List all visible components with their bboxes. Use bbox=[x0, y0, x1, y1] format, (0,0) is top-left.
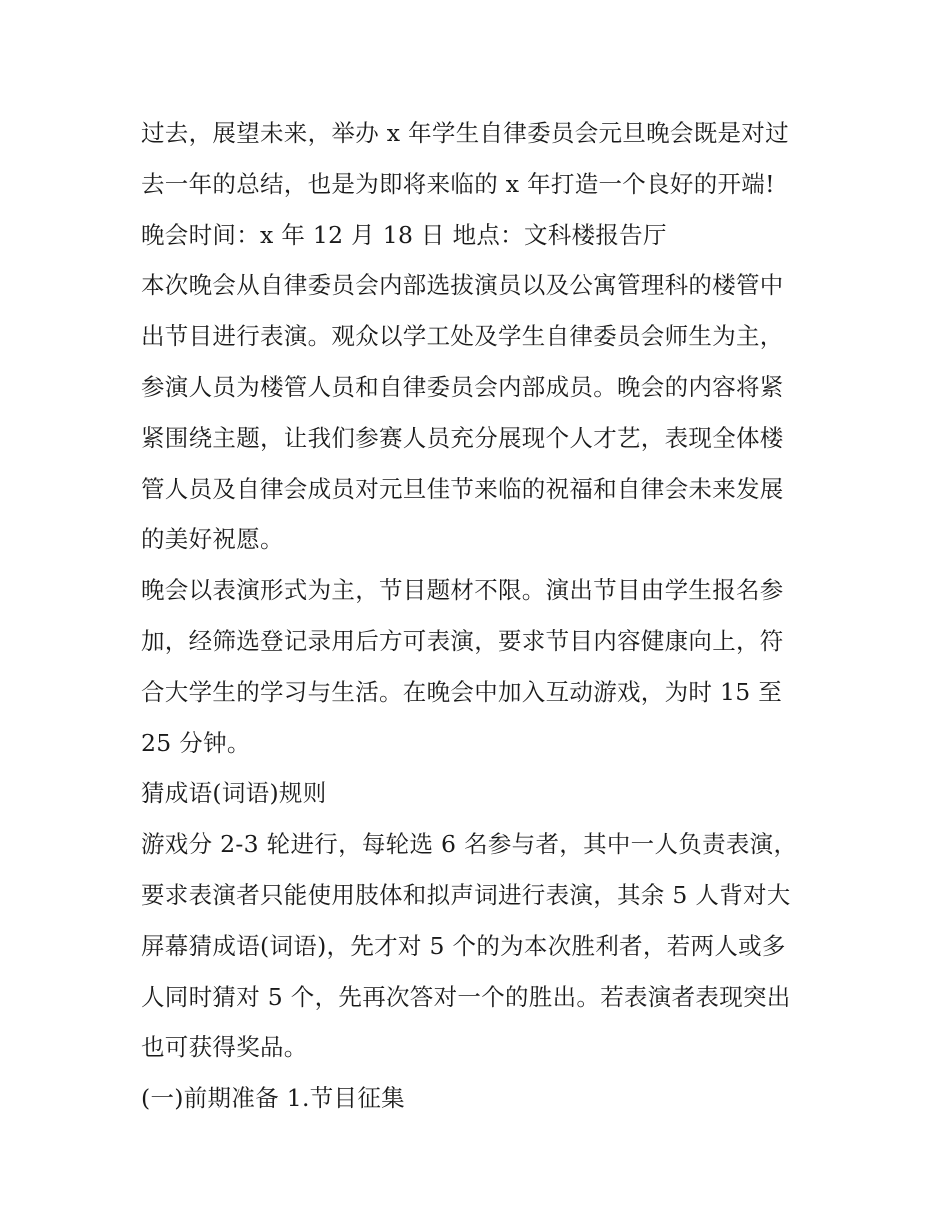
text-line: 人同时猜对 5 个，先再次答对一个的胜出。若表演者表现突出 bbox=[141, 982, 791, 1011]
paragraph-intro bbox=[141, 108, 816, 210]
paragraph-time-location bbox=[141, 210, 816, 261]
text-line: 要求表演者只能使用肢体和拟声词进行表演，其余 5 人背对大 bbox=[141, 880, 791, 909]
text-line: 紧围绕主题，让我们参赛人员充分展现个人才艺，表现全体楼 bbox=[141, 423, 784, 452]
text-line: 猜成语(词语)规则 bbox=[141, 779, 327, 808]
text-line: 也可获得奖品。 bbox=[141, 1033, 308, 1062]
text-line: 过去，展望未来，举办 x 年学生自律委员会元旦晚会既是对过 bbox=[141, 119, 789, 147]
section-heading-game-rules bbox=[141, 768, 816, 819]
text-line: 晚会以表演形式为主，节目题材不限。演出节目由学生报名参 bbox=[141, 576, 784, 605]
text-line: 的美好祝愿。 bbox=[141, 525, 284, 554]
text-line: 参演人员为楼管人员和自律委员会内部成员。晚会的内容将紧 bbox=[141, 372, 784, 401]
paragraph-game-rules bbox=[141, 819, 816, 1073]
text-line: 去一年的总结，也是为即将来临的 x 年打造一个良好的开端! bbox=[141, 169, 775, 198]
text-line: 本次晚会从自律委员会内部选拔演员以及公寓管理科的楼管中 bbox=[141, 271, 784, 300]
paragraph-format bbox=[141, 565, 816, 768]
text-line: 加，经筛选登记录用后方可表演，要求节目内容健康向上，符 bbox=[141, 626, 784, 655]
document-body bbox=[141, 108, 816, 1124]
text-line: (一)前期准备 1.节目征集 bbox=[141, 1084, 405, 1113]
section-heading-preparation bbox=[141, 1073, 816, 1124]
text-line: 晚会时间：x 年 12 月 18 日 地点：文科楼报告厅 bbox=[141, 220, 667, 249]
text-line: 屏幕猜成语(词语)，先才对 5 个的为本次胜利者，若两人或多 bbox=[141, 931, 786, 960]
paragraph-performers bbox=[141, 260, 816, 565]
text-line: 管人员及自律会成员对元旦佳节来临的祝福和自律会未来发展 bbox=[141, 474, 784, 503]
text-line: 25 分钟。 bbox=[141, 728, 251, 757]
text-line: 合大学生的学习与生活。在晚会中加入互动游戏，为时 15 至 bbox=[141, 677, 783, 706]
text-line: 游戏分 2-3 轮进行，每轮选 6 名参与者，其中一人负责表演， bbox=[141, 830, 798, 859]
text-line: 出节目进行表演。观众以学工处及学生自律委员会师生为主， bbox=[141, 322, 784, 351]
